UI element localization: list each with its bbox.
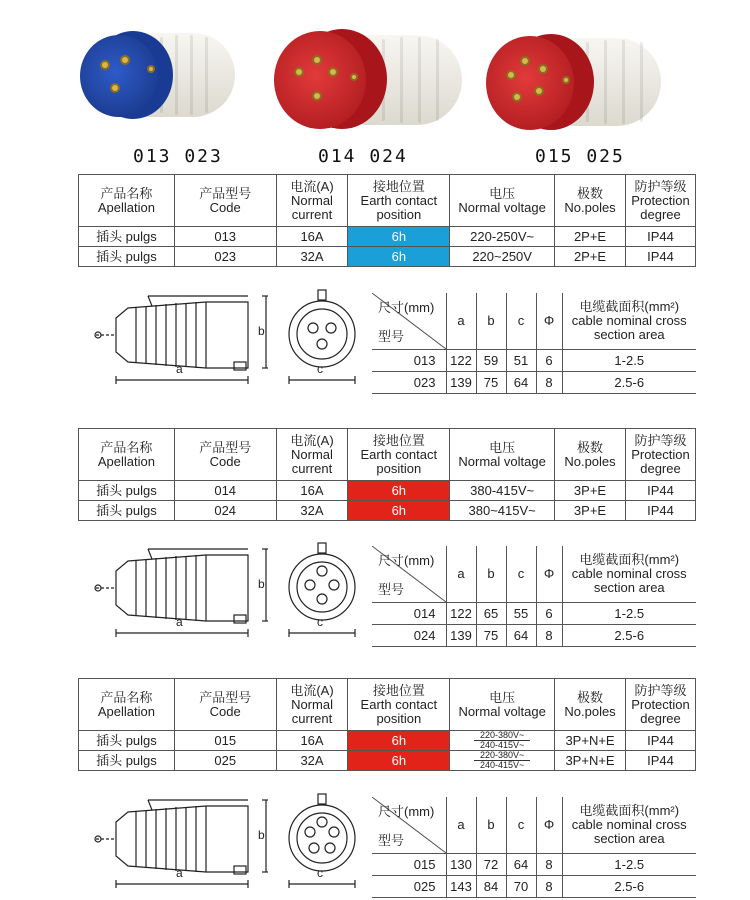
header-text: 产品名称 <box>100 439 153 455</box>
cell-dim-a: 122 <box>446 602 476 624</box>
header-text: 电压 <box>489 689 516 705</box>
spec-header-cell <box>555 679 626 731</box>
dim-label-a: a <box>176 362 183 376</box>
cell-current: 32A <box>276 751 348 771</box>
dimension-table <box>372 293 696 394</box>
cell-ip: IP44 <box>626 227 696 247</box>
spec-header-cell <box>174 679 276 731</box>
dim-header-b: b <box>476 293 506 349</box>
spec-row <box>79 247 696 267</box>
header-text: position <box>376 460 422 476</box>
model-label: 型号 <box>378 581 405 597</box>
cable-header-text: section area <box>593 830 665 846</box>
spec-header-cell <box>79 679 175 731</box>
header-text: position <box>376 710 422 726</box>
cell-model: 013 <box>372 349 446 371</box>
dimension-row <box>372 349 696 371</box>
cell-poles: 2P+E <box>555 247 626 267</box>
dim-label-b: b <box>258 828 265 842</box>
header-text: Apellation <box>97 703 155 719</box>
cell-earth: 6h <box>348 751 450 771</box>
header-text: Normal voltage <box>458 703 546 719</box>
spec-header-cell <box>626 175 696 227</box>
header-text: No.poles <box>564 703 616 719</box>
spec-header-cell <box>276 175 348 227</box>
spec-header-cell <box>348 429 450 481</box>
header-text: degree <box>640 206 681 222</box>
cell-dim-b: 84 <box>476 875 506 897</box>
spec-table <box>78 678 696 771</box>
header-text: 电流(A) <box>290 432 334 448</box>
header-text: degree <box>640 710 681 726</box>
spec-header-cell <box>555 175 626 227</box>
header-text: position <box>376 206 422 222</box>
spec-header-row <box>79 175 696 227</box>
dim-label-a: a <box>176 615 183 629</box>
spec-header-cell <box>450 429 555 481</box>
cell-poles: 3P+E <box>555 501 626 521</box>
cell-current: 16A <box>276 227 348 247</box>
cell-earth: 6h <box>348 731 450 751</box>
cell-dim-phi: 6 <box>536 349 562 371</box>
diagonal-header-cell <box>372 797 446 853</box>
cell-voltage <box>450 751 555 771</box>
header-text: Apellation <box>97 199 155 215</box>
cell-dim-c: 64 <box>506 853 536 875</box>
dim-header-a: a <box>446 797 476 853</box>
dim-header-phi: Φ <box>536 546 562 602</box>
spec-header-cell <box>79 175 175 227</box>
spec-table <box>78 174 696 267</box>
cell-model: 023 <box>372 371 446 393</box>
spec-row <box>79 751 696 771</box>
diagonal-header-cell <box>372 293 446 349</box>
model-label: 型号 <box>378 328 405 344</box>
cable-header-text: section area <box>593 579 665 595</box>
cell-dim-b: 75 <box>476 624 506 646</box>
cell-ip: IP44 <box>626 247 696 267</box>
cable-header <box>562 797 696 853</box>
cell-earth: 6h <box>348 227 450 247</box>
header-text: 产品型号 <box>199 689 252 705</box>
cell-current: 16A <box>276 481 348 501</box>
cell-name: 插头 pulgs <box>79 501 175 521</box>
dimension-row <box>372 371 696 393</box>
cell-ip: IP44 <box>626 731 696 751</box>
header-text: 电压 <box>489 439 516 455</box>
header-text: 极数 <box>577 185 604 201</box>
cell-cable: 2.5-6 <box>562 624 696 646</box>
spec-row <box>79 501 696 521</box>
cell-cable: 1-2.5 <box>562 602 696 624</box>
header-text: Protection <box>631 192 690 208</box>
cell-name: 插头 pulgs <box>79 731 175 751</box>
cable-header-text: 电缆截面积(mm²) <box>579 802 680 818</box>
spec-header-cell <box>626 679 696 731</box>
header-text: Earth contact <box>360 192 438 208</box>
header-text: Normal <box>291 696 333 712</box>
cell-dim-c: 64 <box>506 371 536 393</box>
cable-header-text: cable nominal cross <box>571 816 687 832</box>
spec-header-cell <box>348 175 450 227</box>
cell-voltage: 380-415V~ <box>450 481 555 501</box>
plug-image-red-5pin <box>486 30 661 135</box>
cell-current: 32A <box>276 247 348 267</box>
cell-dim-c: 70 <box>506 875 536 897</box>
cell-dim-phi: 8 <box>536 624 562 646</box>
voltage-bottom: 240-415V~ <box>480 740 525 750</box>
cell-code: 015 <box>174 731 276 751</box>
header-text: No.poles <box>564 453 616 469</box>
dimension-header-row <box>372 797 696 853</box>
cell-dim-a: 139 <box>446 624 476 646</box>
cell-voltage <box>450 731 555 751</box>
dimension-header-row <box>372 546 696 602</box>
dimension-row <box>372 624 696 646</box>
dim-header-c: c <box>506 546 536 602</box>
header-text: 极数 <box>577 439 604 455</box>
spec-header-row <box>79 679 696 731</box>
header-text: Earth contact <box>360 696 438 712</box>
cell-dim-c: 55 <box>506 602 536 624</box>
cell-current: 32A <box>276 501 348 521</box>
spec-header-row <box>79 429 696 481</box>
dim-header-c: c <box>506 293 536 349</box>
header-text: Normal <box>291 192 333 208</box>
spec-header-cell <box>625 429 695 481</box>
header-text: 防护等级 <box>634 432 687 448</box>
size-label: 尺寸(mm) <box>378 804 435 819</box>
dim-label-b: b <box>258 324 265 338</box>
dim-header-phi: Φ <box>536 293 562 349</box>
spec-header-cell <box>174 175 276 227</box>
header-text: 防护等级 <box>634 178 687 194</box>
cell-code: 013 <box>174 227 276 247</box>
cell-code: 023 <box>174 247 276 267</box>
diagonal-header-cell <box>372 546 446 602</box>
dim-label-a: a <box>176 866 183 880</box>
cell-model: 014 <box>372 602 446 624</box>
cell-dim-phi: 6 <box>536 602 562 624</box>
header-text: Code <box>209 703 241 719</box>
header-text: Normal voltage <box>458 199 546 215</box>
header-text: Normal <box>291 446 333 462</box>
dim-header-a: a <box>446 546 476 602</box>
dimension-table <box>372 797 696 898</box>
cell-code: 024 <box>174 501 276 521</box>
dim-label-c: c <box>317 362 323 376</box>
cell-dim-b: 65 <box>476 602 506 624</box>
cell-dim-c: 51 <box>506 349 536 371</box>
spec-header-cell <box>450 679 555 731</box>
cell-model: 024 <box>372 624 446 646</box>
cell-code: 025 <box>174 751 276 771</box>
header-text: degree <box>640 460 681 476</box>
cell-code: 014 <box>174 481 276 501</box>
spec-header-cell <box>79 429 175 481</box>
header-text: current <box>291 710 333 726</box>
header-text: Normal voltage <box>458 453 546 469</box>
header-text: Protection <box>631 446 690 462</box>
header-text: 产品名称 <box>100 689 153 705</box>
cell-dim-a: 122 <box>446 349 476 371</box>
cell-poles: 3P+E <box>555 481 626 501</box>
header-text: 电流(A) <box>290 178 334 194</box>
spec-row <box>79 731 696 751</box>
cable-header-text: 电缆截面积(mm²) <box>579 298 680 314</box>
spec-header-cell <box>555 429 626 481</box>
cable-header-text: cable nominal cross <box>571 312 687 328</box>
product-label-2: 014 024 <box>318 146 408 167</box>
dimension-row <box>372 853 696 875</box>
header-text: Code <box>209 199 241 215</box>
header-text: Earth contact <box>360 446 438 462</box>
header-text: Apellation <box>97 453 155 469</box>
spec-row <box>79 227 696 247</box>
header-text: current <box>291 460 333 476</box>
cell-model: 015 <box>372 853 446 875</box>
cell-ip: IP44 <box>625 501 695 521</box>
cell-earth: 6h <box>348 481 450 501</box>
dim-label-c: c <box>317 866 323 880</box>
header-text: 接地位置 <box>372 178 425 194</box>
cell-voltage: 380~415V~ <box>450 501 555 521</box>
dim-header-b: b <box>476 797 506 853</box>
header-text: 防护等级 <box>634 682 687 698</box>
cell-model: 025 <box>372 875 446 897</box>
header-text: 接地位置 <box>372 432 425 448</box>
cell-dim-phi: 8 <box>536 371 562 393</box>
cable-header-text: section area <box>593 326 665 342</box>
dimension-table <box>372 546 696 647</box>
dim-header-phi: Φ <box>536 797 562 853</box>
header-text: 产品型号 <box>199 439 252 455</box>
cell-cable: 2.5-6 <box>562 875 696 897</box>
dimension-row <box>372 875 696 897</box>
cell-dim-phi: 8 <box>536 875 562 897</box>
cell-dim-a: 130 <box>446 853 476 875</box>
spec-header-cell <box>276 679 348 731</box>
cell-dim-phi: 8 <box>536 853 562 875</box>
cable-header <box>562 293 696 349</box>
header-text: current <box>291 206 333 222</box>
spec-table <box>78 428 696 521</box>
cable-header-text: 电缆截面积(mm²) <box>579 551 680 567</box>
cell-earth: 6h <box>348 247 450 267</box>
dimension-header-row <box>372 293 696 349</box>
plug-image-red-4pin <box>272 25 462 135</box>
header-text: No.poles <box>564 199 616 215</box>
header-text: 产品型号 <box>199 185 252 201</box>
voltage-bottom: 240-415V~ <box>480 760 525 770</box>
dim-header-b: b <box>476 546 506 602</box>
size-label: 尺寸(mm) <box>378 553 435 568</box>
dim-label-b: b <box>258 577 265 591</box>
cell-current: 16A <box>276 731 348 751</box>
cell-name: 插头 pulgs <box>79 227 175 247</box>
header-text: 产品名称 <box>100 185 153 201</box>
voltage-top: 220-380V~ <box>474 751 530 761</box>
dim-header-a: a <box>446 293 476 349</box>
spec-header-cell <box>276 429 348 481</box>
cell-dim-b: 72 <box>476 853 506 875</box>
spec-header-cell <box>174 429 276 481</box>
cell-dim-a: 143 <box>446 875 476 897</box>
dimension-row <box>372 602 696 624</box>
spec-header-cell <box>450 175 555 227</box>
cable-header-text: cable nominal cross <box>571 565 687 581</box>
header-text: 接地位置 <box>372 682 425 698</box>
cell-ip: IP44 <box>626 751 696 771</box>
cell-earth: 6h <box>348 501 450 521</box>
cell-ip: IP44 <box>625 481 695 501</box>
cell-poles: 2P+E <box>555 227 626 247</box>
dim-label-c: c <box>317 615 323 629</box>
cell-dim-b: 59 <box>476 349 506 371</box>
plug-image-blue <box>75 25 235 125</box>
cell-poles: 3P+N+E <box>555 751 626 771</box>
cell-name: 插头 pulgs <box>79 247 175 267</box>
voltage-top: 220-380V~ <box>474 731 530 741</box>
cell-dim-b: 75 <box>476 371 506 393</box>
product-label-3: 015 025 <box>535 146 625 167</box>
cell-cable: 2.5-6 <box>562 371 696 393</box>
cell-dim-a: 139 <box>446 371 476 393</box>
cell-name: 插头 pulgs <box>79 751 175 771</box>
cell-cable: 1-2.5 <box>562 349 696 371</box>
product-label-1: 013 023 <box>133 146 223 167</box>
dim-header-c: c <box>506 797 536 853</box>
header-text: Code <box>209 453 241 469</box>
cable-header <box>562 546 696 602</box>
header-text: 电压 <box>489 185 516 201</box>
cell-voltage: 220-250V~ <box>450 227 555 247</box>
cell-voltage: 220~250V <box>450 247 555 267</box>
spec-header-cell <box>348 679 450 731</box>
header-text: 极数 <box>577 689 604 705</box>
cell-poles: 3P+N+E <box>555 731 626 751</box>
header-text: 电流(A) <box>290 682 334 698</box>
size-label: 尺寸(mm) <box>378 300 435 315</box>
header-text: Protection <box>631 696 690 712</box>
cell-dim-c: 64 <box>506 624 536 646</box>
cell-name: 插头 pulgs <box>79 481 175 501</box>
cell-cable: 1-2.5 <box>562 853 696 875</box>
spec-row <box>79 481 696 501</box>
model-label: 型号 <box>378 832 405 848</box>
